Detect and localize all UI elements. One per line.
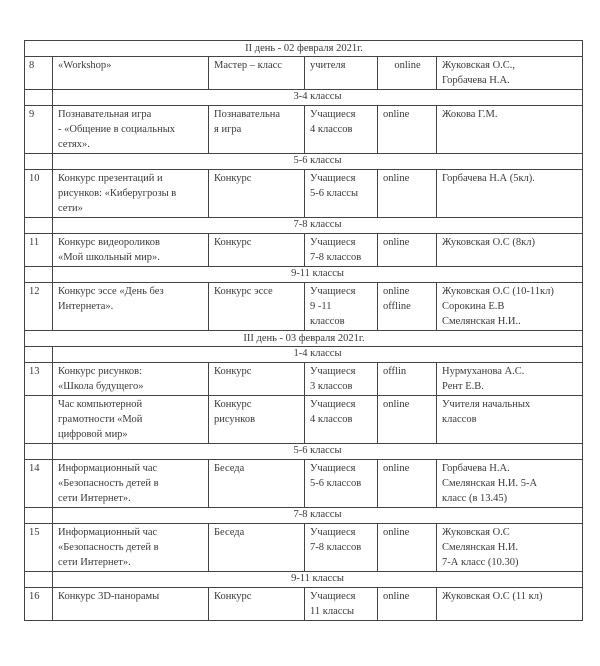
event-title bbox=[53, 170, 209, 218]
event-row bbox=[25, 170, 583, 218]
cell-line: Час компьютерной bbox=[58, 399, 143, 410]
event-title bbox=[53, 106, 209, 154]
event-format bbox=[378, 283, 437, 331]
cell-line: Беседа bbox=[214, 463, 245, 474]
event-title bbox=[53, 524, 209, 572]
cell-line: Смелянская Н.И. bbox=[442, 542, 519, 553]
event-number: 12 bbox=[25, 283, 53, 331]
event-audience bbox=[305, 283, 378, 331]
grade-section-row bbox=[25, 347, 583, 363]
cell-line: рисунков bbox=[214, 414, 256, 425]
cell-line: Жуковская О.С bbox=[442, 527, 510, 538]
event-row bbox=[25, 396, 583, 444]
event-format bbox=[378, 396, 437, 444]
event-number: 11 bbox=[25, 234, 53, 267]
cell-line: Конкурс bbox=[214, 173, 252, 184]
event-row bbox=[25, 106, 583, 154]
grade-section-row bbox=[25, 444, 583, 460]
cell-line: Учащиеся bbox=[310, 173, 356, 184]
grade-section-empty-cell bbox=[25, 444, 53, 460]
cell-line: сети» bbox=[58, 203, 83, 214]
grade-section-row bbox=[25, 572, 583, 588]
cell-line: offline bbox=[383, 301, 411, 312]
event-title bbox=[53, 460, 209, 508]
event-responsible bbox=[437, 234, 583, 267]
event-number: 8 bbox=[25, 57, 53, 90]
event-responsible bbox=[437, 106, 583, 154]
cell-line: online bbox=[383, 399, 410, 410]
cell-line: 3 классов bbox=[310, 381, 353, 392]
cell-line: Жуковская О.С., bbox=[442, 60, 516, 71]
cell-line: Конкурс эссе bbox=[214, 286, 273, 297]
event-audience bbox=[305, 363, 378, 396]
cell-line: «Школа будущего» bbox=[58, 381, 144, 392]
event-form bbox=[209, 396, 305, 444]
event-number: 10 bbox=[25, 170, 53, 218]
cell-line: 7-8 классов bbox=[310, 252, 362, 263]
event-audience bbox=[305, 106, 378, 154]
cell-line: - «Общение в социальных bbox=[58, 124, 176, 135]
grade-section-empty-cell bbox=[25, 267, 53, 283]
event-title bbox=[53, 396, 209, 444]
grade-section-empty-cell bbox=[25, 154, 53, 170]
grade-section-row bbox=[25, 154, 583, 170]
event-row bbox=[25, 524, 583, 572]
event-row bbox=[25, 363, 583, 396]
event-form bbox=[209, 588, 305, 621]
event-title bbox=[53, 57, 209, 90]
cell-line: offlin bbox=[383, 366, 407, 377]
day-header-row bbox=[25, 331, 583, 347]
event-form bbox=[209, 106, 305, 154]
event-format bbox=[378, 524, 437, 572]
cell-line: online bbox=[383, 463, 410, 474]
cell-line: Учащиеся bbox=[310, 527, 356, 538]
event-number: 16 bbox=[25, 588, 53, 621]
cell-line: сети Интернет». bbox=[58, 493, 131, 504]
day-header: II день - 02 февраля 2021г. bbox=[25, 41, 583, 57]
grade-section-row bbox=[25, 218, 583, 234]
grade-section-header: 7-8 классы bbox=[53, 508, 583, 524]
grade-section-header: 5-6 классы bbox=[53, 154, 583, 170]
cell-line: Конкурс bbox=[214, 591, 252, 602]
grade-section-header: 7-8 классы bbox=[53, 218, 583, 234]
cell-line: Учащиеся bbox=[310, 109, 356, 120]
grade-section-empty-cell bbox=[25, 90, 53, 106]
cell-line: online bbox=[394, 60, 421, 71]
event-audience bbox=[305, 588, 378, 621]
grade-section-empty-cell bbox=[25, 572, 53, 588]
cell-line: 4 классов bbox=[310, 414, 353, 425]
event-format bbox=[378, 106, 437, 154]
cell-line: Конкурс bbox=[214, 366, 252, 377]
cell-line: Информационный час bbox=[58, 527, 158, 538]
grade-section-header: 9-11 классы bbox=[53, 267, 583, 283]
cell-line: Сорокина Е.В bbox=[442, 301, 505, 312]
grade-section-header: 5-6 классы bbox=[53, 444, 583, 460]
event-audience bbox=[305, 524, 378, 572]
cell-line: Учащиеся bbox=[310, 286, 356, 297]
cell-line: 11 классы bbox=[310, 606, 355, 617]
cell-line: 5-6 классов bbox=[310, 478, 362, 489]
cell-line: Информационный час bbox=[58, 463, 158, 474]
cell-line: Горбачева Н.А. bbox=[442, 75, 510, 86]
cell-line: Нурмуханова А.С. bbox=[442, 366, 525, 377]
cell-line: Мастер – класс bbox=[214, 60, 282, 71]
event-form bbox=[209, 234, 305, 267]
event-audience bbox=[305, 57, 378, 90]
cell-line: 4 классов bbox=[310, 124, 353, 135]
event-title bbox=[53, 234, 209, 267]
event-number bbox=[25, 396, 53, 444]
event-responsible bbox=[437, 588, 583, 621]
cell-line: Интернета». bbox=[58, 301, 114, 312]
cell-line: Рент Е.В. bbox=[442, 381, 484, 392]
cell-line: «Workshop» bbox=[58, 60, 112, 71]
cell-line: Беседа bbox=[214, 527, 245, 538]
schedule-document bbox=[24, 40, 582, 621]
event-number: 13 bbox=[25, 363, 53, 396]
event-audience bbox=[305, 234, 378, 267]
event-audience bbox=[305, 170, 378, 218]
cell-line: Смелянская Н.И. 5-А bbox=[442, 478, 538, 489]
event-row bbox=[25, 460, 583, 508]
event-row bbox=[25, 57, 583, 90]
cell-line: Горбачева Н.А. bbox=[442, 463, 510, 474]
event-title bbox=[53, 363, 209, 396]
event-title bbox=[53, 588, 209, 621]
grade-section-empty-cell bbox=[25, 347, 53, 363]
grade-section-header: 9-11 классы bbox=[53, 572, 583, 588]
cell-line: Жокова Г.М. bbox=[442, 109, 498, 120]
day-header: III день - 03 февраля 2021г. bbox=[25, 331, 583, 347]
cell-line: Жуковская О.С (10-11кл) bbox=[442, 286, 554, 297]
cell-line: Познавательна bbox=[214, 109, 281, 120]
day-header-row bbox=[25, 41, 583, 57]
event-responsible bbox=[437, 57, 583, 90]
event-responsible bbox=[437, 363, 583, 396]
event-responsible bbox=[437, 396, 583, 444]
grade-section-empty-cell bbox=[25, 218, 53, 234]
cell-line: Конкурс 3D-панорамы bbox=[58, 591, 160, 602]
cell-line: я игра bbox=[214, 124, 242, 135]
cell-line: Учителя начальных bbox=[442, 399, 531, 410]
cell-line: Конкурс видеороликов bbox=[58, 237, 160, 248]
cell-line: 5-6 классы bbox=[310, 188, 358, 199]
cell-line: Конкурс эссе «День без bbox=[58, 286, 164, 297]
cell-line: Учащиеся bbox=[310, 591, 356, 602]
cell-line: Конкурс bbox=[214, 237, 252, 248]
grade-section-header: 1-4 классы bbox=[53, 347, 583, 363]
event-responsible bbox=[437, 460, 583, 508]
event-form bbox=[209, 283, 305, 331]
cell-line: online bbox=[383, 527, 410, 538]
cell-line: Конкурс рисунков: bbox=[58, 366, 143, 377]
cell-line: Учащиеся bbox=[310, 366, 356, 377]
cell-line: 9 -11 bbox=[310, 301, 332, 312]
event-audience bbox=[305, 396, 378, 444]
event-form bbox=[209, 170, 305, 218]
cell-line: сетях». bbox=[58, 139, 90, 150]
cell-line: Учащиеся bbox=[310, 463, 356, 474]
event-number: 15 bbox=[25, 524, 53, 572]
grade-section-row bbox=[25, 90, 583, 106]
grade-section-row bbox=[25, 508, 583, 524]
cell-line: Горбачева Н.А (5кл). bbox=[442, 173, 535, 184]
event-format bbox=[378, 460, 437, 508]
cell-line: Жуковская О.С (8кл) bbox=[442, 237, 535, 248]
event-form bbox=[209, 460, 305, 508]
cell-line: Познавательная игра bbox=[58, 109, 152, 120]
event-row bbox=[25, 283, 583, 331]
event-row bbox=[25, 234, 583, 267]
event-format bbox=[378, 588, 437, 621]
cell-line: «Безопасность детей в bbox=[58, 542, 159, 553]
cell-line: рисунков: «Киберугрозы в bbox=[58, 188, 177, 199]
event-form bbox=[209, 524, 305, 572]
cell-line: Конкурс презентаций и bbox=[58, 173, 163, 184]
event-number: 9 bbox=[25, 106, 53, 154]
cell-line: «Мой школьный мир». bbox=[58, 252, 160, 263]
cell-line: классов bbox=[310, 316, 345, 327]
cell-line: учителя bbox=[310, 60, 346, 71]
event-format bbox=[378, 57, 437, 90]
cell-line: грамотности «Мой bbox=[58, 414, 143, 425]
event-number: 14 bbox=[25, 460, 53, 508]
event-audience bbox=[305, 460, 378, 508]
cell-line: Учащиеся bbox=[310, 399, 356, 410]
cell-line: Смелянская Н.И.. bbox=[442, 316, 521, 327]
grade-section-header: 3-4 классы bbox=[53, 90, 583, 106]
cell-line: «Безопасность детей в bbox=[58, 478, 159, 489]
schedule-table-body bbox=[25, 41, 583, 621]
event-responsible bbox=[437, 170, 583, 218]
cell-line: 7-8 классов bbox=[310, 542, 362, 553]
cell-line: сети Интернет». bbox=[58, 557, 131, 568]
event-form bbox=[209, 57, 305, 90]
cell-line: 7-А класс (10.30) bbox=[442, 557, 519, 568]
schedule-table bbox=[24, 40, 583, 621]
event-form bbox=[209, 363, 305, 396]
cell-line: Учащиеся bbox=[310, 237, 356, 248]
grade-section-row bbox=[25, 267, 583, 283]
cell-line: классов bbox=[442, 414, 477, 425]
cell-line: Жуковская О.С (11 кл) bbox=[442, 591, 543, 602]
cell-line: класс (в 13.45) bbox=[442, 493, 508, 504]
cell-line: online bbox=[383, 591, 410, 602]
event-responsible bbox=[437, 524, 583, 572]
event-format bbox=[378, 234, 437, 267]
event-format bbox=[378, 170, 437, 218]
cell-line: online bbox=[383, 109, 410, 120]
event-format bbox=[378, 363, 437, 396]
cell-line: online bbox=[383, 237, 410, 248]
cell-line: цифровой мир» bbox=[58, 429, 128, 440]
grade-section-empty-cell bbox=[25, 508, 53, 524]
event-title bbox=[53, 283, 209, 331]
event-row bbox=[25, 588, 583, 621]
event-responsible bbox=[437, 283, 583, 331]
cell-line: Конкурс bbox=[214, 399, 252, 410]
cell-line: online bbox=[383, 173, 410, 184]
cell-line: online bbox=[383, 286, 410, 297]
